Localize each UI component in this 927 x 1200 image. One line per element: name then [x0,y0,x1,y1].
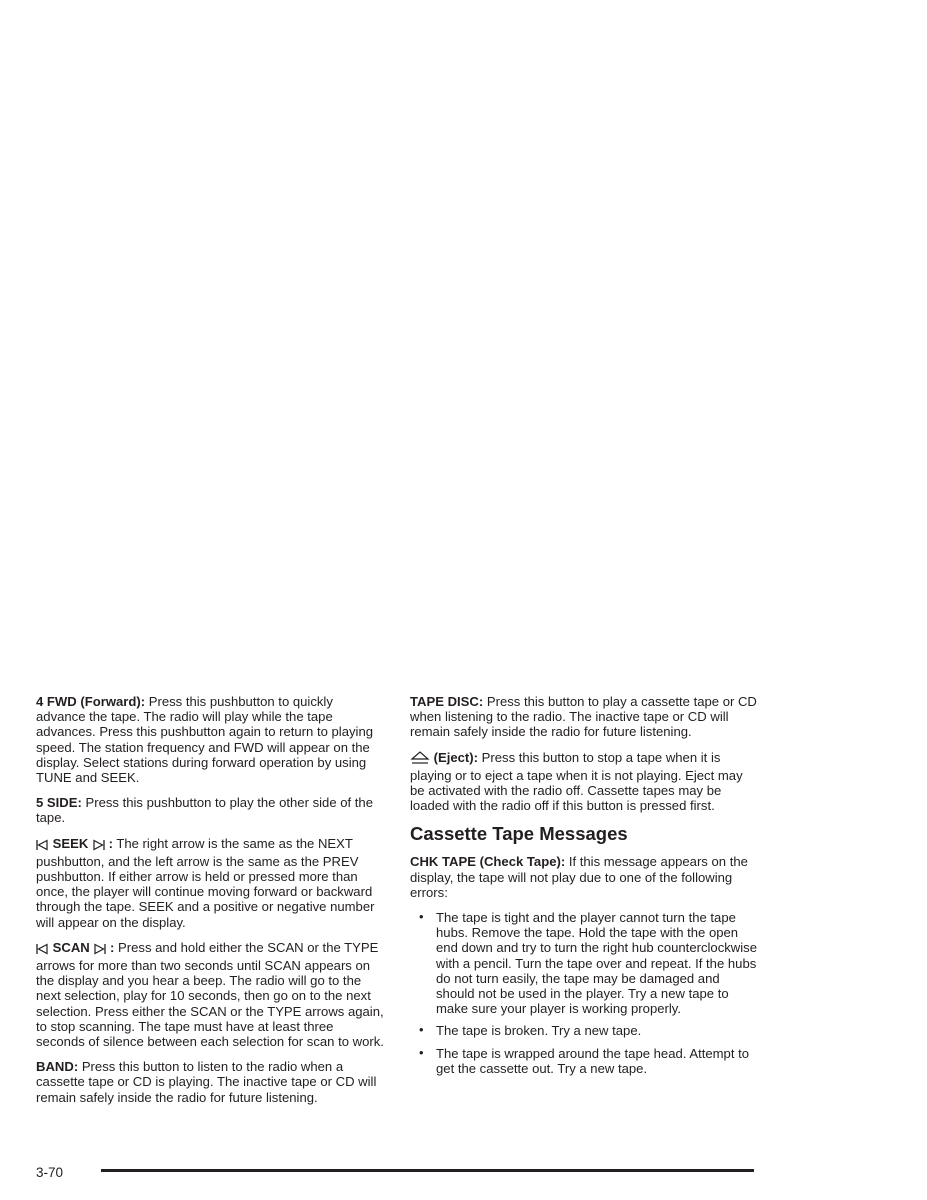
list-item-text: The tape is tight and the player cannot turn the tape hubs. Remove the tape. Hold the tape with the open end down and try to turn the right hub counterclockwise with a pencil. Turn the tape over and repeat. If the hubs do not turn easily, the tape may be damaged and should not be used in the player. Try a new tape to make sure your player is working properly. [436,910,757,1017]
list-item [419,1022,758,1039]
chk-tape-paragraph [410,854,758,900]
list-item-text: The tape is broken. Try a new tape. [436,1023,642,1039]
right-column [410,694,758,1083]
chk-tape-text: If this message appears on the display, the tape will not play due to one of the following errors: [410,854,748,900]
seek-back-icon [36,839,49,854]
fwd-term: 4 FWD (Forward): [36,694,146,709]
scan-back-icon [36,943,49,958]
tape-disc-term: TAPE DISC: [410,694,484,709]
scan-forward-icon [93,943,106,958]
left-column [36,694,384,1115]
chk-tape-term: CHK TAPE (Check Tape): [410,854,566,870]
side-text: Press this pushbutton to play the other side of the tape. [36,795,373,826]
list-item [419,909,758,1017]
seek-forward-icon [92,839,105,854]
band-term: BAND: [36,1059,79,1075]
tape-disc-paragraph [410,694,758,740]
seek-colon: : [108,835,113,851]
tape-disc-text: Press this button to play a cassette tape or CD when listening to the radio. The inactive tape or CD will remain safely inside the radio for future listening. [410,694,757,740]
scan-term: SCAN [52,939,90,955]
seek-term: SEEK [52,835,89,851]
scan-colon: : [110,939,115,955]
footer-rule [101,1169,754,1172]
page-number: 3-70 [36,1165,64,1180]
bullet-icon: • [419,1022,424,1038]
fwd-paragraph [36,694,384,785]
list-item-text: The tape is wrapped around the tape head. Attempt to get the cassette out. Try a new tape. [436,1045,750,1076]
seek-paragraph [36,836,384,930]
eject-paragraph [410,750,758,814]
eject-text: Press this button to stop a tape when it is playing or to eject a tape when it is not playing. Eject may be activated with the radio off. Cassette tapes may be loaded with the radio off if this button is pressed first. [410,749,743,814]
eject-term: (Eject): [433,749,479,765]
side-term: 5 SIDE: [36,795,82,811]
side-paragraph [36,795,384,825]
bullet-icon: • [419,1044,424,1060]
scan-paragraph [36,940,384,1049]
band-paragraph [36,1059,384,1105]
seek-text: The right arrow is the same as the NEXT pushbutton, and the left arrow is the same as the PREV pushbutton. If either arrow is held or pressed more than once, the player will continue moving forward or backward through the tape. SEEK and a positive or negative number will appear on the display. [36,835,375,930]
eject-icon [410,751,430,768]
bullet-icon: • [419,909,424,925]
list-item [419,1044,758,1076]
fwd-text: Press this pushbutton to quickly advance the tape. The radio will play while the tape advances. Press this pushbutton again to return to playing speed. The station frequency and FWD will appear on the display. Select stations during forward operation by using TUNE and SEEK. [36,694,374,786]
scan-text: Press and hold either the SCAN or the TYPE arrows for more than two seconds until SCAN appears on the display and you hear a beep. The radio will go to the next selection, play for 10 seconds, then go on to the next selection. Press either the SCAN or the TYPE arrows again, to stop scanning. The tape must have at least three seconds of silence between each selection for scan to work. [36,939,384,1050]
band-text: Press this button to listen to the radio when a cassette tape or CD is playing. The inactive tape or CD will remain safely inside the radio for future listening. [36,1059,377,1105]
section-heading: Cassette Tape Messages [410,823,628,845]
error-list [410,910,758,1076]
